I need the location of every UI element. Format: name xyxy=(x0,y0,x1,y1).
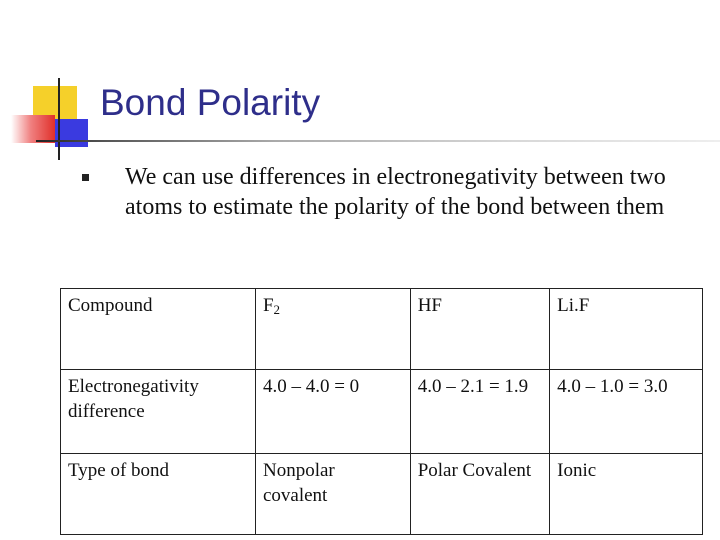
table-cell-label: Type of bond xyxy=(61,454,256,535)
table-row xyxy=(61,454,703,535)
title-underline xyxy=(36,140,720,142)
bullet-text: We can use differences in electronegativity between two atoms to estimate the polarity of the bond between them xyxy=(125,164,666,220)
table-row xyxy=(61,370,703,454)
slide-title: Bond Polarity xyxy=(100,82,321,123)
table-cell-lif: 4.0 – 1.0 = 3.0 xyxy=(550,370,703,454)
decor-red-square xyxy=(11,115,55,143)
table-cell-hf: HF xyxy=(410,289,549,370)
bond-polarity-table xyxy=(60,288,703,535)
table-cell-label: Compound xyxy=(61,289,256,370)
compound-f2-subscript: 2 xyxy=(273,302,281,317)
table-cell-f2 xyxy=(255,289,410,370)
table-cell-lif: Ionic xyxy=(550,454,703,535)
table-row xyxy=(61,289,703,370)
table-cell-label: Electronegativity difference xyxy=(61,370,256,454)
compound-f2: F xyxy=(262,295,274,316)
table-cell-f2: 4.0 – 4.0 = 0 xyxy=(255,370,410,454)
table-cell-hf: Polar Covalent xyxy=(410,454,549,535)
bullet-square-icon xyxy=(82,174,89,181)
table-cell-f2: Nonpolar covalent xyxy=(255,454,410,535)
table-cell-lif: Li.F xyxy=(550,289,703,370)
table-cell-hf: 4.0 – 2.1 = 1.9 xyxy=(410,370,549,454)
decor-vertical-line xyxy=(58,78,60,160)
